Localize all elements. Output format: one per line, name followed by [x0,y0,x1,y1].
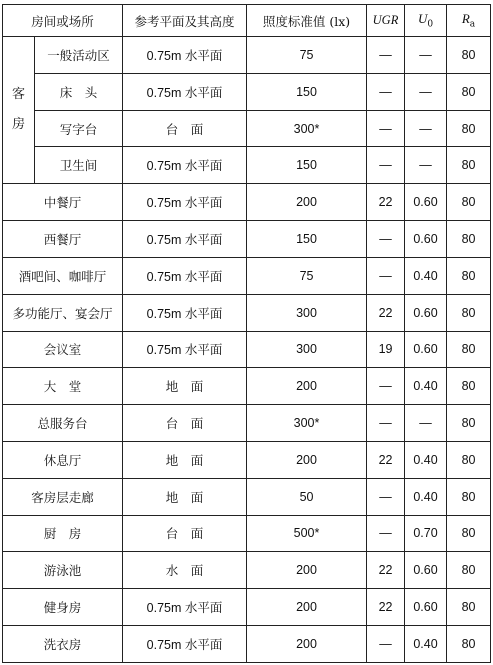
room-cell: 一般活动区 [35,37,123,74]
plane-cell: 台 面 [123,405,247,442]
ra-cell: 80 [447,478,491,515]
u0-cell: 0.60 [405,552,447,589]
ugr-cell: — [367,110,405,147]
ugr-cell: 22 [367,441,405,478]
ra-cell: 80 [447,368,491,405]
ra-cell: 80 [447,221,491,258]
ugr-cell: 22 [367,184,405,221]
header-ra-sub: a [469,19,476,30]
ra-cell: 80 [447,441,491,478]
guest-room-group-label [3,37,35,184]
header-u0-main: U [417,11,428,27]
header-ra [447,5,491,37]
room-cell: 厨 房 [3,515,123,552]
room-cell: 写字台 [35,110,123,147]
lux-cell: 300 [247,294,367,331]
header-plane: 参考平面及其高度 [123,5,247,37]
ugr-cell: — [367,515,405,552]
table-row [3,221,491,258]
lux-cell: 75 [247,257,367,294]
ugr-cell: 22 [367,552,405,589]
plane-cell: 地 面 [123,478,247,515]
plane-cell: 0.75m 水平面 [123,184,247,221]
u0-cell: 0.40 [405,368,447,405]
lux-cell: 75 [247,37,367,74]
plane-cell: 0.75m 水平面 [123,589,247,626]
ugr-cell: — [367,37,405,74]
header-row [3,5,491,37]
ugr-cell: 19 [367,331,405,368]
lux-cell: 200 [247,589,367,626]
table-row [3,37,491,74]
room-cell: 客房层走廊 [3,478,123,515]
ra-cell: 80 [447,73,491,110]
ra-cell: 80 [447,331,491,368]
header-lux: 照度标准值 (lx) [247,5,367,37]
u0-cell: 0.60 [405,221,447,258]
ra-cell: 80 [447,110,491,147]
table-row [3,331,491,368]
u0-cell: 0.60 [405,184,447,221]
table-row [3,110,491,147]
ugr-cell: — [367,405,405,442]
plane-cell: 0.75m 水平面 [123,37,247,74]
header-u0 [405,5,447,37]
ra-cell: 80 [447,589,491,626]
ra-cell: 80 [447,626,491,663]
plane-cell: 0.75m 水平面 [123,294,247,331]
plane-cell: 0.75m 水平面 [123,257,247,294]
table-row [3,73,491,110]
plane-cell: 地 面 [123,368,247,405]
ugr-cell: 22 [367,294,405,331]
lux-cell: 300* [247,405,367,442]
table-row [3,368,491,405]
room-cell: 大 堂 [3,368,123,405]
room-cell: 多功能厅、宴会厅 [3,294,123,331]
table-row [3,184,491,221]
ugr-cell: — [367,147,405,184]
lux-cell: 150 [247,147,367,184]
plane-cell: 0.75m 水平面 [123,331,247,368]
ugr-cell: 22 [367,589,405,626]
room-cell: 总服务台 [3,405,123,442]
table-row [3,294,491,331]
ugr-cell: — [367,626,405,663]
ra-cell: 80 [447,294,491,331]
table-row [3,589,491,626]
table-row [3,552,491,589]
guest-room-group-line2: 房 [11,117,25,133]
room-cell: 游泳池 [3,552,123,589]
lux-cell: 50 [247,478,367,515]
table-row [3,441,491,478]
ra-cell: 80 [447,405,491,442]
guest-room-group-line1: 客 [11,87,25,103]
lux-cell: 200 [247,552,367,589]
u0-cell: — [405,405,447,442]
ra-cell: 80 [447,552,491,589]
illuminance-standards-table [2,4,491,663]
u0-cell: 0.60 [405,294,447,331]
u0-cell: — [405,110,447,147]
ugr-cell: — [367,368,405,405]
room-cell: 休息厅 [3,441,123,478]
plane-cell: 地 面 [123,441,247,478]
lux-cell: 300* [247,110,367,147]
ra-cell: 80 [447,257,491,294]
ugr-cell: — [367,478,405,515]
plane-cell: 0.75m 水平面 [123,73,247,110]
plane-cell: 台 面 [123,515,247,552]
u0-cell: 0.40 [405,441,447,478]
lux-cell: 150 [247,221,367,258]
header-ugr: UGR [367,5,405,37]
table-row [3,626,491,663]
u0-cell: 0.60 [405,331,447,368]
lux-cell: 500* [247,515,367,552]
plane-cell: 台 面 [123,110,247,147]
room-cell: 健身房 [3,589,123,626]
table-row [3,147,491,184]
u0-cell: — [405,147,447,184]
u0-cell: — [405,73,447,110]
u0-cell: 0.40 [405,257,447,294]
u0-cell: 0.40 [405,626,447,663]
table-row [3,257,491,294]
room-cell: 酒吧间、咖啡厅 [3,257,123,294]
table-row [3,515,491,552]
ra-cell: 80 [447,37,491,74]
plane-cell: 0.75m 水平面 [123,626,247,663]
ugr-cell: — [367,73,405,110]
table-row [3,478,491,515]
u0-cell: 0.40 [405,478,447,515]
u0-cell: 0.60 [405,589,447,626]
lux-cell: 150 [247,73,367,110]
u0-cell: 0.70 [405,515,447,552]
lux-cell: 200 [247,626,367,663]
lux-cell: 200 [247,441,367,478]
plane-cell: 0.75m 水平面 [123,221,247,258]
lux-cell: 200 [247,184,367,221]
lux-cell: 300 [247,331,367,368]
header-ra-main: R [461,11,470,27]
ra-cell: 80 [447,515,491,552]
room-cell: 卫生间 [35,147,123,184]
plane-cell: 0.75m 水平面 [123,147,247,184]
room-cell: 会议室 [3,331,123,368]
room-cell: 洗衣房 [3,626,123,663]
ra-cell: 80 [447,184,491,221]
room-cell: 中餐厅 [3,184,123,221]
ugr-cell: — [367,221,405,258]
u0-cell: — [405,37,447,74]
lux-cell: 200 [247,368,367,405]
room-cell: 西餐厅 [3,221,123,258]
header-u0-sub: 0 [427,19,434,30]
header-room: 房间或场所 [3,5,123,37]
table-row [3,405,491,442]
room-cell: 床 头 [35,73,123,110]
plane-cell: 水 面 [123,552,247,589]
ra-cell: 80 [447,147,491,184]
ugr-cell: — [367,257,405,294]
